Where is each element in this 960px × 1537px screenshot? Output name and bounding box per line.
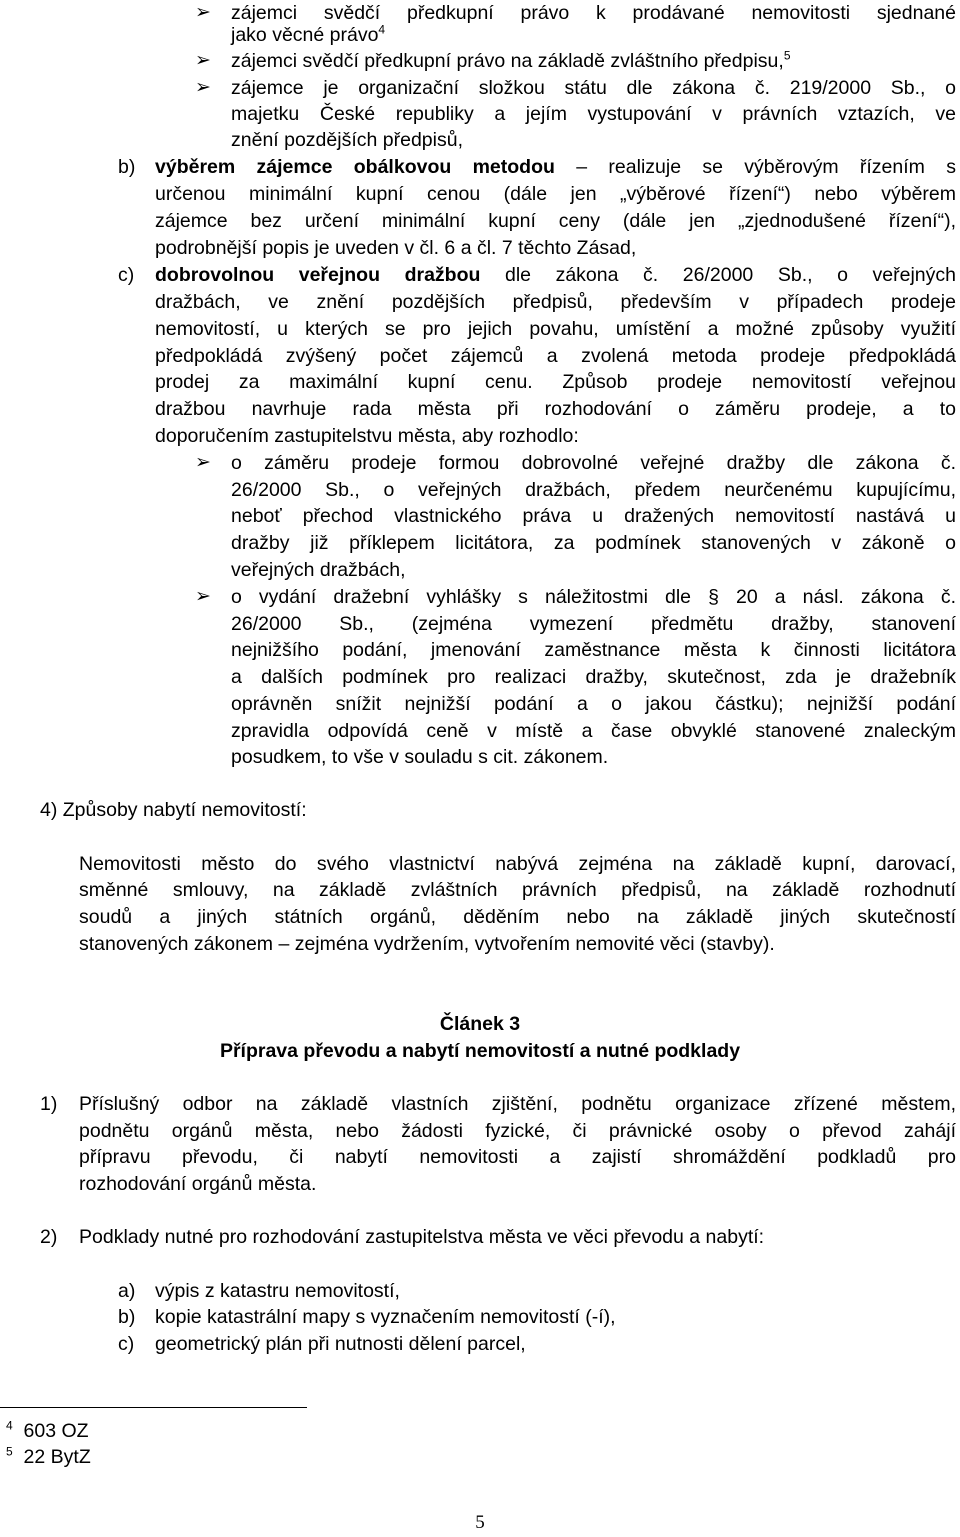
item-c-line: doporučením zastupitelstvu města, aby rozhodlo: [155,425,579,447]
item-c-line: dražbách, ve znění pozdějších předpisů, především v případech prodeje [155,291,956,313]
bullet-text: znění pozdějších předpisů, [231,129,463,151]
item-c-line: nemovitostí, u kterých se pro jejich povahu, umístění a možné způsoby využití [155,318,956,340]
paragraph-line: směnné smlouvy, na základě zvláštních právních předpisů, na základě rozhodnutí [79,879,956,901]
paragraph-line: soudů a jiných státních orgánů, děděním nebo na základě jiných skutečností [79,906,956,928]
sub-bullet-line: a dalších podmínek pro realizaci dražby, skutečnost, zda je dražebník [231,666,956,688]
paragraph-line: Podklady nutné pro rozhodování zastupitelstva města ve věci převodu a nabytí: [79,1226,765,1248]
footnote: $^5$ 22 BytZ [6,1444,91,1468]
bullet-text: zájemci svědčí předkupní právo k prodávané nemovitosti sjednané [231,2,956,24]
footnote-ref: 5 [783,48,791,63]
item-b-line: výběrem zájemce obálkovou metodou – realizuje se výběrovým řízením s [155,156,956,178]
article-subtitle: Příprava převodu a nabytí nemovitostí a nutné podklady [219,1040,741,1062]
sub-bullet-line: zpravidla odpovídá ceně v místě a čase obvyklé stanovené znaleckým [231,720,956,742]
bullet-text: zájemce je organizační složkou státu dle zákona č. 219/2000 Sb., o [231,77,956,99]
footnote: $^4$ 603 OZ [6,1418,89,1442]
sub-bullet-line: o záměru prodeje formou dobrovolné veřejné dražby dle zákona č. [231,452,956,474]
paragraph-line: rozhodování orgánů města. [79,1173,317,1195]
bullet-text: majetku České republiky a jejím vystupování v právních vztazích, ve [231,103,956,125]
arrow-bullet-icon: ➢ [195,452,211,473]
paragraph-line: Příslušný odbor na základě vlastních zjištění, podnětu organizace zřízené městem, [79,1093,956,1115]
sub-bullet-line: veřejných dražbách, [231,559,406,581]
list-marker: c) [118,264,135,286]
arrow-bullet-icon: ➢ [195,586,211,607]
paragraph-line: Nemovitosti město do svého vlastnictví nabývá zejména na základě kupní, darovací, [79,853,956,875]
sub-bullet-line: o vydání dražební vyhlášky s náležitostmi dle § 20 a násl. zákona č. [231,586,956,608]
page-number: 5 [475,1512,485,1533]
item-b-line: určenou minimální kupní cenou (dále jen „výběrové řízení“) nebo výběrem [155,183,956,205]
arrow-bullet-icon: ➢ [195,50,211,71]
item-c-line: předpokládá zvýšený počet zájemců a zvolená metoda prodeje předpokládá [155,345,956,367]
sub-bullet-line: oprávněn snížit nejnižší podání a o jakou částku); nejnižší podání [231,693,956,715]
sub-bullet-line: 26/2000 Sb., (zejména vymezení předmětu dražby, stanovení [231,613,956,635]
section-heading: 4) Způsoby nabytí nemovitostí: [40,799,307,821]
item-b-line: podrobnější popis je uveden v čl. 6 a čl. 7 těchto Zásad, [155,237,637,259]
list-marker: b) [118,156,136,178]
bullet-text: zájemci svědčí předkupní právo na základě zvláštního předpisu,$^5$ [231,48,791,72]
item-b-line: zájemce bez určení minimální kupní ceny (dále jen „zjednodušené řízení“), [155,210,956,232]
sub-bullet-line: dražby již příklepem licitátora, za podmínek stanovených v zákoně o [231,532,956,554]
article-title: Článek 3 [439,1013,521,1035]
paragraph-line: stanovených zákonem – zejména vydržením, vytvořením nemovité věci (stavby). [79,933,775,955]
sub-bullet-line: posudkem, to vše v souladu s cit. zákonem. [231,746,609,768]
list-marker: 2) [40,1226,58,1248]
list-marker: b) [118,1306,136,1328]
sub-bullet-line: nejnižšího podání, jmenování zaměstnance města k činnosti licitátora [231,639,956,661]
arrow-bullet-icon: ➢ [195,77,211,98]
list-marker: a) [118,1280,136,1302]
item-c-line: dražbou navrhuje rada města při rozhodování o záměru prodeje, a to [155,398,956,420]
arrow-bullet-icon: ➢ [195,2,211,23]
footnote-ref: 4 [378,22,386,37]
item-c-line: prodej za maximální kupní cenu. Způsob prodeje nemovitostí veřejnou [155,371,956,393]
list-marker: c) [118,1333,135,1355]
footnote-separator [0,1407,307,1408]
sub-bullet-line: neboť přechod vlastnického práva u dražených nemovitostí nastává u [231,505,956,527]
paragraph-line: přípravu převodu, či nabytí nemovitosti a zajistí shromáždění podkladů pro [79,1146,956,1168]
list-item: geometrický plán při nutnosti dělení parcel, [155,1333,526,1355]
list-item: výpis z katastru nemovitostí, [155,1280,400,1302]
sub-bullet-line: 26/2000 Sb., o veřejných dražbách, předem neurčenému kupujícímu, [231,479,956,501]
item-c-line: dobrovolnou veřejnou dražbou dle zákona č. 26/2000 Sb., o veřejných [155,264,956,286]
bullet-continuation: jako věcné právo$^4$ [231,22,386,46]
list-item: kopie katastrální mapy s vyznačením nemovitostí (-í), [155,1306,616,1328]
paragraph-line: podnětu orgánů města, nebo žádosti fyzické, či právnické osoby o převod zahájí [79,1120,956,1142]
list-marker: 1) [40,1093,58,1115]
